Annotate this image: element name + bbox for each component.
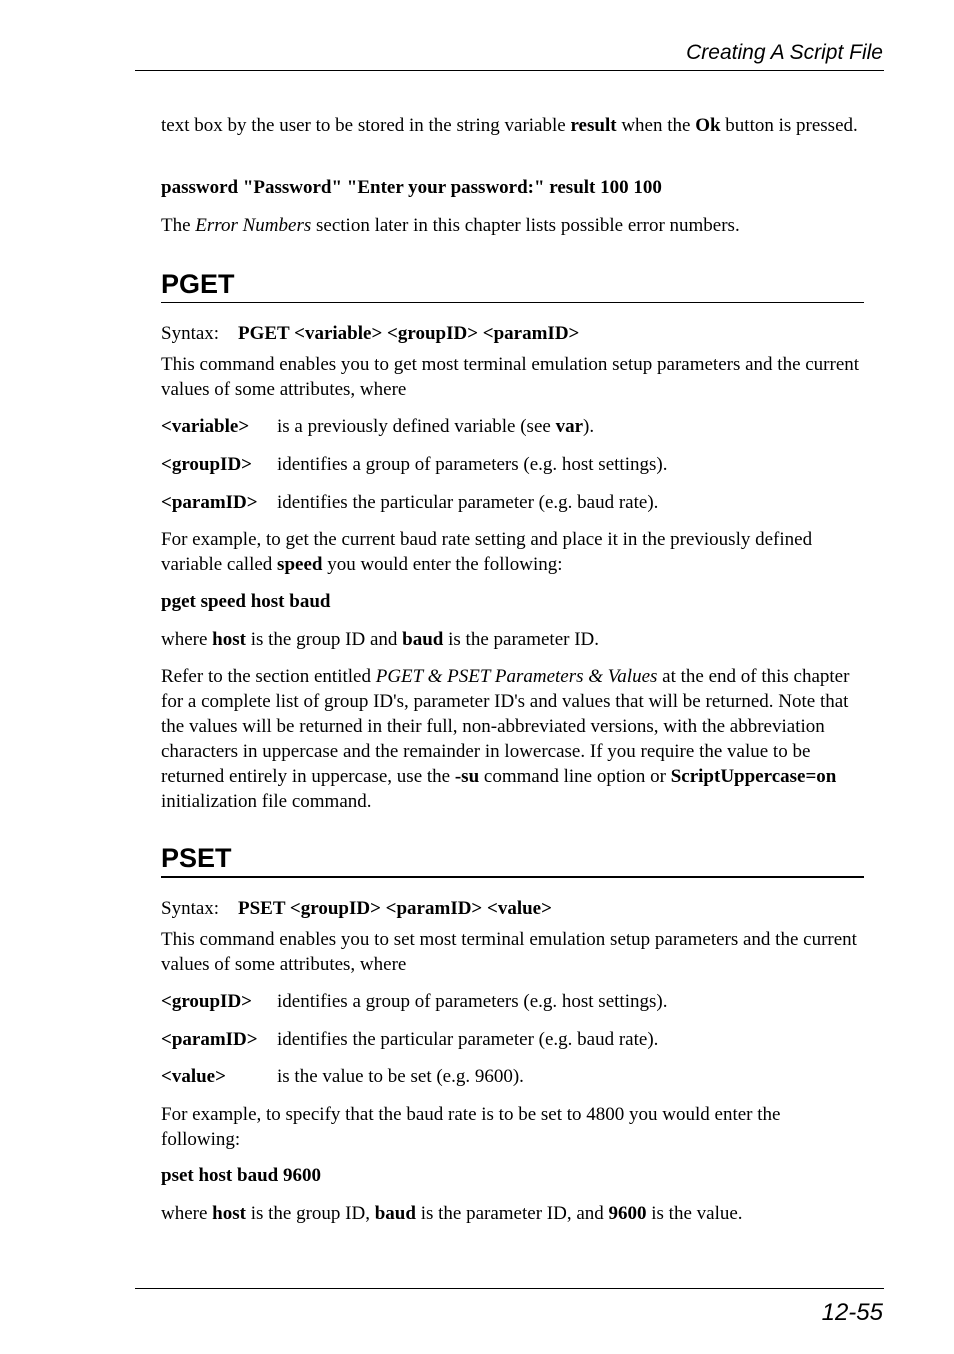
pset-syntax xyxy=(161,896,864,921)
param-desc: identifies the particular parameter (e.g. baud rate). xyxy=(277,1029,659,1050)
text-run: is the parameter ID, and xyxy=(415,1203,609,1224)
pget-syntax xyxy=(161,321,864,346)
pset-example-paragraph: For example, to specify that the baud rate is to be set to 4800 you would enter the following: xyxy=(161,1104,781,1150)
param-row xyxy=(161,414,864,439)
text-run: The xyxy=(161,215,196,236)
text-run: is the parameter ID. xyxy=(443,629,600,650)
text-run: initialization file command. xyxy=(161,791,372,812)
text-run: when the xyxy=(616,115,696,136)
text-run: you would enter the following: xyxy=(322,554,563,575)
text-run: For example, to get the current baud rate setting and place it in the previously defined variable called xyxy=(161,529,813,575)
param-term: <groupID> xyxy=(161,454,252,475)
param-desc: identifies a group of parameters (e.g. host settings). xyxy=(277,991,668,1012)
text-run: ). xyxy=(583,416,595,437)
pget-refer-paragraph xyxy=(161,664,864,814)
pset-example-command: pset host baud 9600 xyxy=(161,1165,321,1186)
error-numbers-paragraph xyxy=(161,213,864,238)
bold-term: var xyxy=(555,416,583,437)
bold-term: -su xyxy=(454,766,480,787)
syntax-label: Syntax: xyxy=(161,898,220,919)
param-desc: identifies a group of parameters (e.g. host settings). xyxy=(277,454,668,475)
param-row xyxy=(161,1027,864,1052)
bold-term: 9600 xyxy=(608,1203,647,1224)
text-run: where xyxy=(161,1203,213,1224)
intro-paragraph xyxy=(161,113,864,138)
pget-where-paragraph xyxy=(161,627,864,652)
bold-term: result xyxy=(570,115,617,136)
text-run: is a previously defined variable (see xyxy=(277,416,556,437)
text-run: at the end of this chapter for a complete list of group ID's, parameter ID's and values that will be returned. Note that the values will be returned in their full, non-abbreviated versions, with the abbreviation characters in uppercase and the remainder in lowercase. If you require the value to be returned entirely in uppercase, use the xyxy=(161,666,850,787)
bold-term: baud xyxy=(374,1203,416,1224)
syntax-label: Syntax: xyxy=(161,323,220,344)
text-run: is the group ID and xyxy=(245,629,403,650)
param-term: <variable> xyxy=(161,416,250,437)
bold-term: baud xyxy=(402,629,444,650)
page-number: 12-55 xyxy=(821,1299,883,1326)
param-term: <value> xyxy=(161,1066,226,1087)
bold-term: ScriptUppercase=on xyxy=(670,766,837,787)
running-header: Creating A Script File xyxy=(686,41,883,64)
text-run: is the group ID, xyxy=(245,1203,375,1224)
text-run: text box by the user to be stored in the string variable xyxy=(161,115,571,136)
pget-description: This command enables you to get most terminal emulation setup parameters and the current values of some attributes, where xyxy=(161,354,860,400)
pset-description: This command enables you to set most terminal emulation setup parameters and the current values of some attributes, where xyxy=(161,929,857,975)
param-desc xyxy=(277,414,864,439)
param-term: <paramID> xyxy=(161,492,258,513)
param-row xyxy=(161,452,864,477)
text-run: section later in this chapter lists possible error numbers. xyxy=(311,215,740,236)
bold-term: host xyxy=(212,1203,246,1224)
italic-reference: Error Numbers xyxy=(195,215,312,236)
text-run: button is pressed. xyxy=(720,115,858,136)
pget-example-command: pget speed host baud xyxy=(161,591,331,612)
param-row xyxy=(161,989,864,1014)
param-row xyxy=(161,1064,864,1089)
text-run: is the value. xyxy=(646,1203,743,1224)
bold-term: host xyxy=(212,629,246,650)
param-desc: is the value to be set (e.g. 9600). xyxy=(277,1066,524,1087)
password-command-example: password "Password" "Enter your password:" result 100 100 xyxy=(161,177,662,198)
bold-term: Ok xyxy=(695,115,721,136)
syntax-text: PSET <groupID> <paramID> <value> xyxy=(238,898,552,919)
param-term: <groupID> xyxy=(161,991,252,1012)
param-desc: identifies the particular parameter (e.g. baud rate). xyxy=(277,492,659,513)
footer-rule xyxy=(135,1288,884,1289)
section-heading-pget: PGET xyxy=(161,268,864,303)
section-heading-pset: PSET xyxy=(161,842,864,878)
italic-reference: PGET & PSET Parameters & Values xyxy=(375,666,658,687)
syntax-text: PGET <variable> <groupID> <paramID> xyxy=(238,323,580,344)
text-run: command line option or xyxy=(479,766,671,787)
pget-example-paragraph xyxy=(161,527,864,577)
bold-term: speed xyxy=(277,554,323,575)
header-rule xyxy=(135,70,884,71)
text-run: where xyxy=(161,629,213,650)
pset-where-paragraph xyxy=(161,1201,864,1226)
text-run: Refer to the section entitled xyxy=(161,666,376,687)
param-term: <paramID> xyxy=(161,1029,258,1050)
param-row xyxy=(161,490,864,515)
